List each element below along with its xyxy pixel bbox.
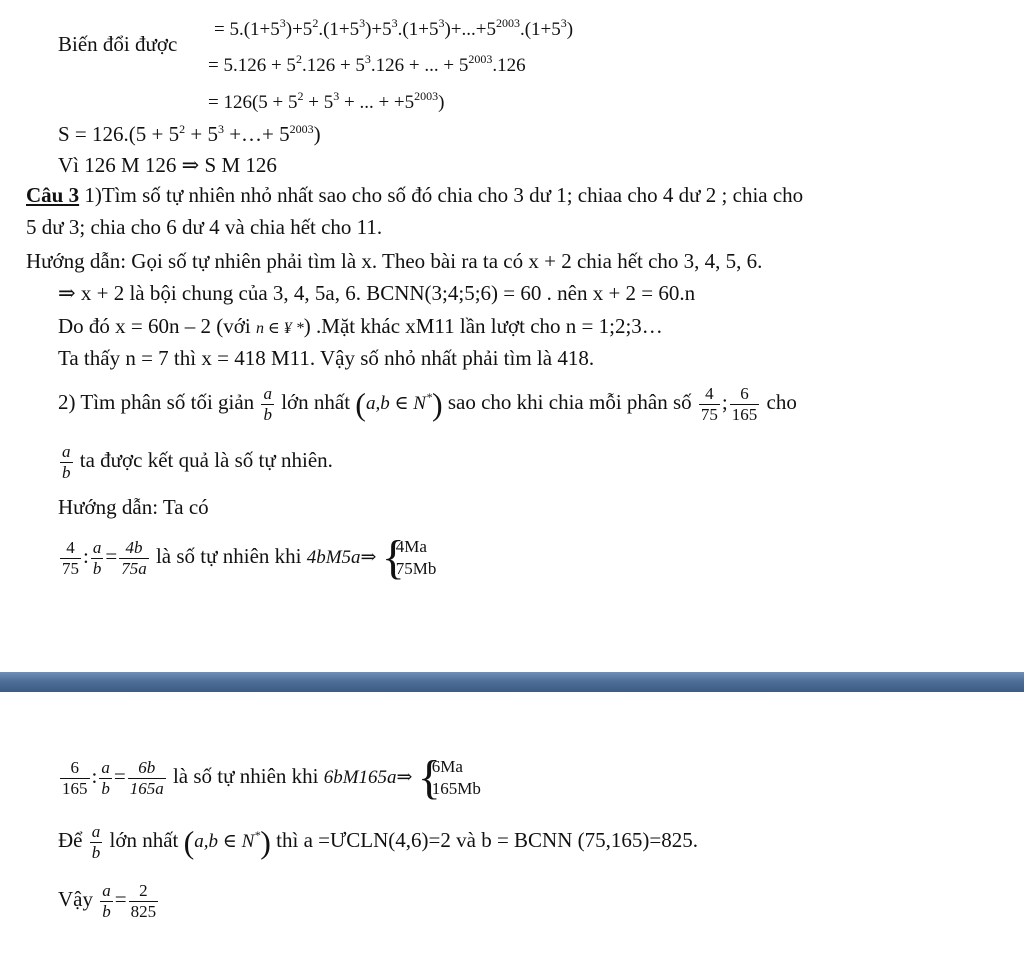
question-3-part-2-cont: $\frac{a}{b}$ ta được kết quả là số tự nhiên.: [62, 441, 333, 482]
max-fraction-line: Để $\frac{a}{b}$ lớn nhất (a,b ∈ N*) thì a =ƯCLN(4,6)=2 và b = BCNN (75,165)=825.: [58, 821, 698, 862]
transform-label: Biến đổi được: [58, 32, 178, 56]
hint-line-4: Ta thấy n = 7 thì x = 418 M11. Vậy số nhỏ nhất phải tìm là 418.: [58, 346, 595, 370]
question-3-part-1: Câu 3 1)Tìm số tự nhiên nhỏ nhất sao cho số đó chia cho 3 dư 1; chiaa cho 4 dư 2 ; chia cho: [26, 183, 804, 207]
hint-line-3: Do đó x = 60n – 2 (với n ∈ ¥ *) .Mặt khác xM11 lần lượt cho n = 1;2;3…: [58, 314, 663, 338]
document-page-bottom: [0, 692, 1024, 957]
hint-line-1: Hướng dẫn: Gọi số tự nhiên phải tìm là x. Theo bài ra ta có x + 2 chia hết cho 3, 4, 5, 6.: [26, 249, 763, 273]
question-3-part-2: 2) Tìm phân số tối giản $\frac{a}{b}$ lớn nhất (a,b ∈ N*) sao cho khi chia mỗi phân số $\frac{4}{75}$ ; $\frac{6}{165}$ cho: [58, 383, 797, 424]
page-separator: [0, 672, 1024, 692]
fraction-condition-1: $\frac{4}{75}$ : $\frac{a}{b}$ = $\frac{4b}{75a}$ là số tự nhiên khi 4bM5a⇒ { 4Ma 75Mb: [62, 531, 437, 585]
equation-line-2: = $5.126 + 5^2.126 + 5^3.126$ + ... + $5^{2003}.126$: [208, 52, 526, 76]
hint-part-2-label: Hướng dẫn: Ta có: [58, 495, 209, 519]
question-3-label: Câu 3: [26, 183, 80, 207]
final-answer-line: Vậy $\frac{a}{b}$ = $\frac{2}{825}$: [58, 880, 157, 921]
sum-result-line: $S = 126.(5 + 5^2 + 5^3$ +…+ $5^{2003}$): [58, 122, 321, 146]
question-3-part-1-cont: 5 dư 3; chia cho 6 dư 4 và chia hết cho 11.: [26, 215, 383, 239]
equation-line-3: = $126(5 + 5^2 + 5^3$ + ... + $+5^{2003}$): [208, 89, 445, 113]
equation-line-1: = $5.(1+5^3)+5^2.(1+5^3)+5^3.(1+5^3)+...+5^{2003}.(1+5^3)$: [214, 16, 574, 40]
hint-line-2: ⇒ x + 2 là bội chung của 3, 4, 5a, 6. BCNN(3;4;5;6) = 60 . nên x + 2 = 60.n: [58, 281, 696, 305]
divisibility-conclusion: Vì 126 M 126 ⇒ S M 126: [58, 153, 277, 177]
fraction-condition-2: $\frac{6}{165}$ : $\frac{a}{b}$ = $\frac{6b}{165a}$ là số tự nhiên khi 6bM165a⇒ { 6Ma 165Mb: [62, 751, 481, 805]
